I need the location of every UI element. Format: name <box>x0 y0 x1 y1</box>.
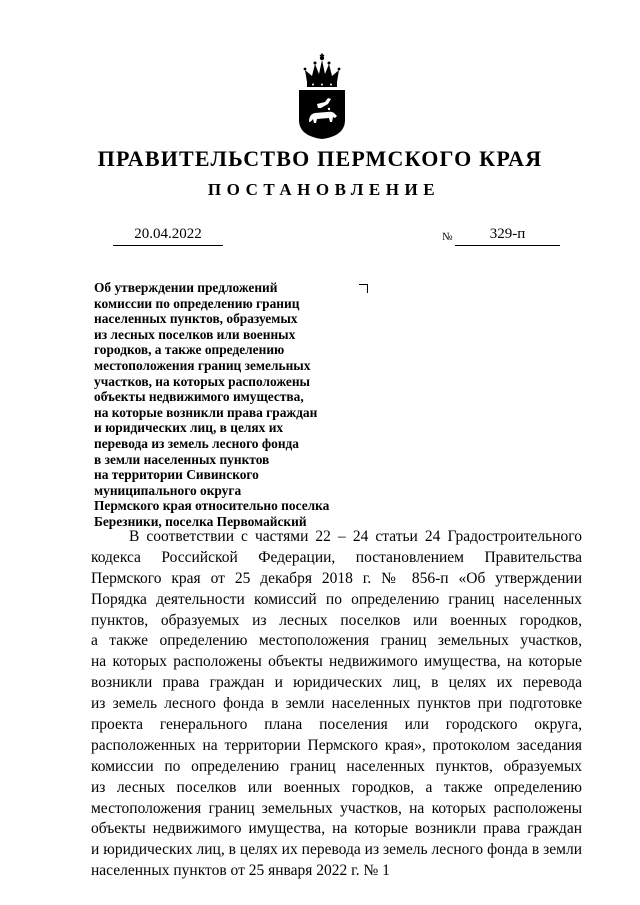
government-title: ПРАВИТЕЛЬСТВО ПЕРМСКОГО КРАЯ <box>97 146 543 171</box>
subject-line: Березники, поселка Первомайский <box>94 513 307 529</box>
subject-line: на которые возникли права граждан <box>94 404 318 420</box>
subject-line: Об утверждении предложений <box>94 280 278 295</box>
subject-line: из лесных поселков или военных <box>94 326 296 342</box>
coat-of-arms-emblem <box>295 52 349 140</box>
subject-line: объекты недвижимого имущества, <box>94 389 304 405</box>
body-line: кодекса Российской Федерации, постановлением Правительства <box>91 548 582 566</box>
body-line: возникли права граждан и юридических лиц, в целях их перевода <box>91 674 582 692</box>
document-subject <box>94 280 394 530</box>
body-line: из лесных поселков или военных городков, а также определению <box>91 778 582 796</box>
document-body <box>91 527 582 882</box>
subject-line: Пермского края относительно поселка <box>94 498 330 514</box>
body-line: и юридических лиц, в целях их перевода из земель лесного фонда в земли <box>91 841 582 859</box>
document-date: 20.04.2022 <box>113 224 223 246</box>
subject-line: местоположения границ земельных <box>94 357 311 373</box>
body-line: на которых расположены объекты недвижимого имущества, на которые <box>91 653 582 671</box>
body-line: пунктов, образуемых из лесных поселков или военных городков, <box>91 611 582 629</box>
body-line: комиссии по определению границ населенных пунктов, образуемых <box>91 757 582 775</box>
subject-line: и юридических лиц, в целях их <box>94 420 284 436</box>
body-line: В соответствии с частями 22 – 24 статьи 24 Градостроительного <box>129 528 582 545</box>
document-type: ПОСТАНОВЛЕНИЕ <box>207 180 441 199</box>
body-line: из земель лесного фонда в земли населенных пунктов при подготовке <box>91 695 582 713</box>
body-line: проекта генерального плана поселения или городского округа, <box>91 716 582 734</box>
body-line: объекты недвижимого имущества, на которые возникли права граждан <box>91 820 582 838</box>
body-line: населенных пунктов от 25 января 2022 г. № 1 <box>91 862 390 880</box>
subject-line: комиссии по определению границ <box>94 295 300 311</box>
subject-line: муниципального округа <box>94 482 242 498</box>
subject-line: участков, на которых расположены <box>94 373 310 389</box>
crown-icon <box>304 54 341 88</box>
subject-line: в земли населенных пунктов <box>94 451 270 467</box>
subject-line: городков, а также определению <box>94 342 285 358</box>
number-label: № <box>442 231 453 243</box>
subject-line: перевода из земель лесного фонда <box>94 435 299 451</box>
body-line: местоположения границ земельных участков, на которых расположены <box>91 799 582 817</box>
subject-line: на территории Сивинского <box>94 467 259 483</box>
body-line: Пермского края от 25 декабря 2018 г. № 856-п «Об утверждении <box>91 569 582 587</box>
body-line: а также определению местоположения границ земельных участков, <box>91 632 582 650</box>
body-line: Порядка деятельности комиссий по определению границ населенных <box>91 590 582 608</box>
document-number: 329-п <box>455 224 560 246</box>
body-line: расположенных на территории Пермского края», протоколом заседания <box>91 736 582 754</box>
subject-line: населенных пунктов, образуемых <box>94 311 298 327</box>
